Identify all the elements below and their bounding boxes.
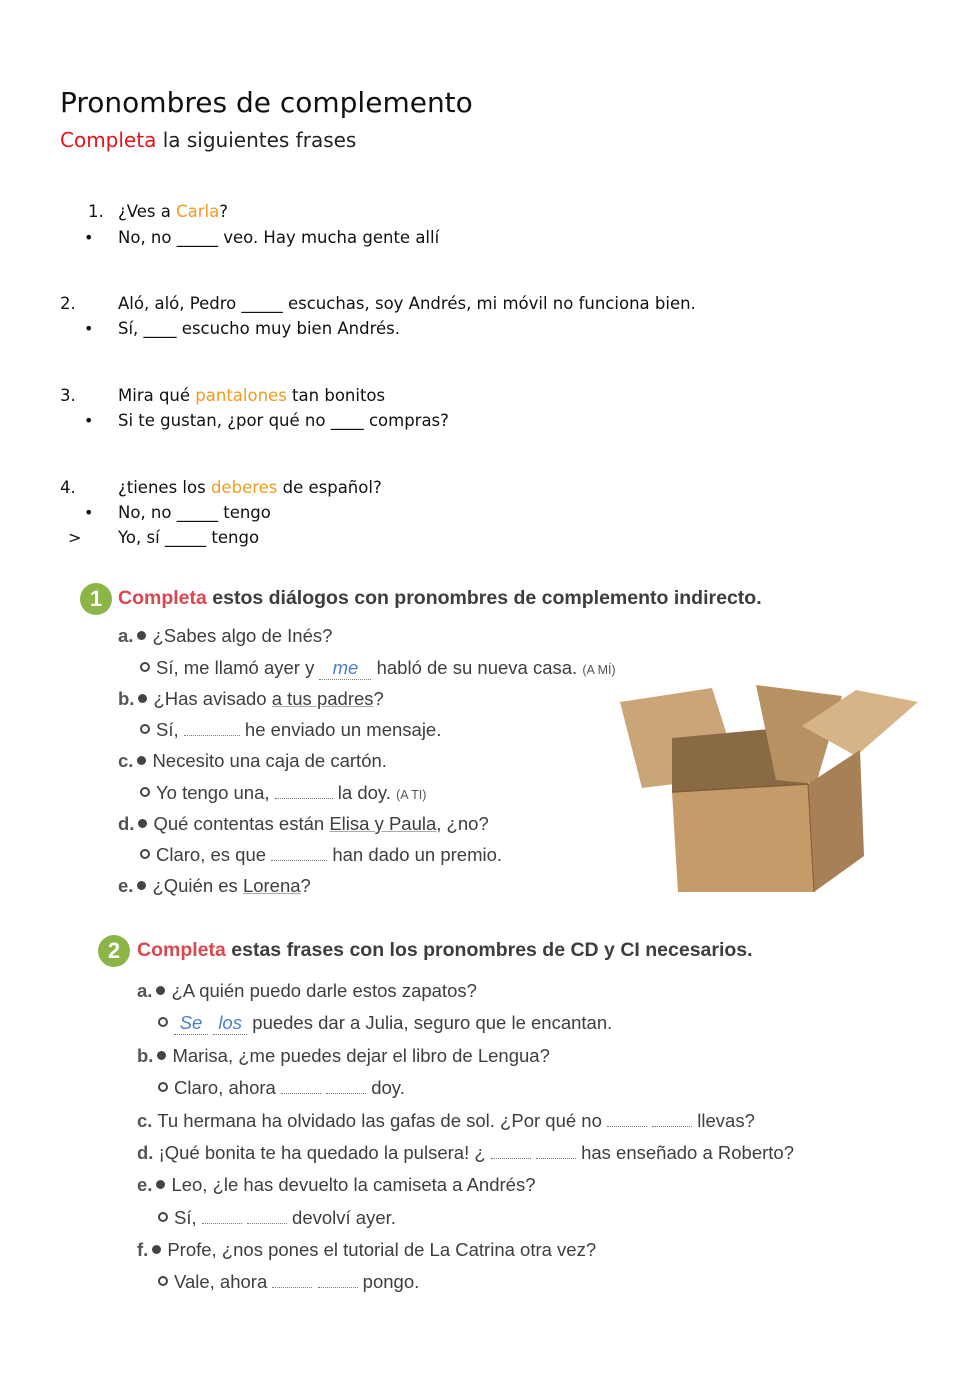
answer-4b: Yo, sí _____ tengo [118, 528, 260, 547]
question-3-highlight: pantalones [195, 386, 287, 405]
bullet-marker: • [84, 503, 94, 522]
box-front-face [672, 784, 814, 892]
ex1-b-q2: ? [373, 688, 384, 709]
ex2-b-q: Marisa, ¿me puedes dejar el libro de Lengua? [172, 1045, 550, 1066]
question-number-1: 1. [88, 202, 104, 221]
ex2-f-q: Profe, ¿nos pones el tutorial de La Catrina otra vez? [167, 1239, 597, 1260]
ex1-b-underlined: a tus padres [271, 688, 374, 709]
question-1-pre: ¿Ves a [118, 202, 177, 221]
ex1-e-underlined: Lorena [242, 875, 301, 896]
speaker-dot-icon [137, 756, 146, 765]
subtitle-rest: la siguientes frases [156, 128, 357, 152]
question-4-pre: ¿tienes los [118, 478, 211, 497]
ex2-e-r1: Sí, [174, 1207, 197, 1228]
cardboard-box-image [620, 680, 920, 900]
speaker-ring-icon [140, 787, 150, 797]
ex2-e-r2: devolví ayer. [292, 1207, 396, 1228]
ex2-label-a: a. [137, 980, 153, 1001]
speaker-dot-icon [157, 1051, 166, 1060]
ex1-label-d: d. [118, 813, 135, 834]
speaker-dot-icon [138, 819, 147, 828]
bullet-marker: • [84, 228, 94, 247]
page-title: Pronombres de complemento [60, 86, 473, 119]
ex1-a-tag: (A MÍ) [582, 663, 616, 677]
ex2-item-d [137, 1142, 794, 1164]
ex1-b-r1: Sí, [156, 719, 179, 740]
ex2-label-e: e. [137, 1174, 153, 1195]
exercise-1-heading [118, 587, 762, 610]
speaker-dot-icon [156, 1180, 165, 1189]
answer-blank[interactable] [271, 846, 327, 861]
answer-2a: Sí, ____ escucho muy bien Andrés. [118, 319, 401, 338]
exercise-1-lead: Completa [118, 587, 207, 609]
speaker-ring-icon [140, 849, 150, 859]
question-3-post: tan bonitos [286, 386, 386, 405]
question-3-text [118, 386, 385, 405]
speaker-ring-icon [158, 1082, 168, 1092]
ex1-e-q2: ? [300, 875, 311, 896]
ex1-item-a-reply [140, 657, 616, 680]
ex2-item-b-reply [158, 1077, 405, 1099]
ex1-a-r2: habló de su nueva casa. [376, 657, 578, 678]
question-1-highlight: Carla [176, 202, 220, 221]
answer-blank[interactable] [247, 1209, 287, 1224]
ex1-item-b-question [118, 688, 384, 710]
speaker-dot-icon [156, 986, 165, 995]
ex1-c-q: Necesito una caja de cartón. [152, 750, 387, 771]
page-subtitle [60, 128, 356, 152]
ex1-label-c: c. [118, 750, 134, 771]
ex1-c-r2: la doy. [337, 782, 391, 803]
question-1-post: ? [219, 202, 229, 221]
answer-blank[interactable] [652, 1112, 692, 1127]
ex2-item-c [137, 1110, 755, 1132]
speaker-dot-icon [138, 694, 147, 703]
ex1-label-e: e. [118, 875, 134, 896]
question-3-pre: Mira qué [118, 386, 196, 405]
ex2-label-d: d. [137, 1142, 154, 1163]
ex2-a-answer-2: los [213, 1012, 247, 1035]
answer-blank[interactable] [607, 1112, 647, 1127]
ex1-label-b: b. [118, 688, 135, 709]
ex1-label-a: a. [118, 625, 134, 646]
ex2-label-b: b. [137, 1045, 154, 1066]
answer-blank[interactable] [326, 1079, 366, 1094]
answer-blank[interactable] [272, 1273, 312, 1288]
ex2-b-r1: Claro, ahora [174, 1077, 276, 1098]
ex2-b-r2: doy. [371, 1077, 405, 1098]
ex2-d-t2: has enseñado a Roberto? [581, 1142, 794, 1163]
ex1-d-r2: han dado un premio. [332, 844, 503, 865]
ex2-a-q: ¿A quién puedo darle estos zapatos? [171, 980, 477, 1001]
question-4-text [118, 478, 382, 497]
ex1-item-a-question [118, 625, 332, 647]
ex2-item-f-reply [158, 1271, 419, 1293]
exercise-1-rest: estos diálogos con pronombres de complemento indirecto. [206, 587, 762, 609]
question-4-post: de español? [277, 478, 382, 497]
ex2-item-a-question [137, 980, 477, 1002]
ex1-item-c-question [118, 750, 387, 772]
ex1-e-q1: ¿Quién es [152, 875, 243, 896]
ex1-c-tag: (A TI) [396, 788, 427, 802]
ex1-a-q: ¿Sabes algo de Inés? [152, 625, 333, 646]
ex2-item-b-question [137, 1045, 550, 1067]
question-number-4: 4. [60, 478, 76, 497]
speaker-ring-icon [158, 1276, 168, 1286]
question-4-highlight: deberes [210, 478, 278, 497]
subtitle-highlight: Completa [60, 128, 157, 152]
speaker-ring-icon [158, 1212, 168, 1222]
ex1-b-q1: ¿Has avisado [153, 688, 272, 709]
speaker-dot-icon [137, 631, 146, 640]
arrow-marker: > [68, 528, 82, 547]
exercise-1-number-badge: 1 [80, 583, 112, 615]
ex2-a-answer-1: Se [174, 1012, 208, 1035]
exercise-2-lead: Completa [137, 939, 226, 961]
ex1-d-r1: Claro, es que [156, 844, 267, 865]
speaker-dot-icon [137, 881, 146, 890]
ex1-item-c-reply [140, 782, 426, 804]
question-number-3: 3. [60, 386, 76, 405]
question-2-text: Aló, aló, Pedro _____ escuchas, soy Andrés, mi móvil no funciona bien. [118, 294, 696, 313]
ex1-d-q2: , ¿no? [436, 813, 489, 834]
question-number-2: 2. [60, 294, 76, 313]
ex1-item-d-reply [140, 844, 502, 866]
ex2-e-q: Leo, ¿le has devuelto la camiseta a Andrés? [171, 1174, 536, 1195]
ex1-item-b-reply [140, 719, 441, 741]
ex1-d-underlined: Elisa y Paula [329, 813, 437, 834]
ex1-c-r1: Yo tengo una, [156, 782, 270, 803]
speaker-ring-icon [140, 662, 150, 672]
answer-blank[interactable] [491, 1144, 531, 1159]
exercise-2-number-badge: 2 [98, 935, 130, 967]
speaker-ring-icon [158, 1017, 168, 1027]
ex2-item-f-question [137, 1239, 596, 1261]
ex1-item-e-question [118, 875, 311, 897]
question-1-text [118, 202, 228, 221]
ex2-c-t2: llevas? [697, 1110, 755, 1131]
answer-blank[interactable] [318, 1273, 358, 1288]
ex2-a-r: puedes dar a Julia, seguro que le encantan. [252, 1012, 613, 1033]
answer-3a: Si te gustan, ¿por qué no ____ compras? [118, 411, 449, 430]
answer-blank[interactable] [536, 1144, 576, 1159]
speaker-dot-icon [152, 1245, 161, 1254]
exercise-2-heading [137, 939, 753, 962]
answer-4a: No, no _____ tengo [118, 503, 271, 522]
answer-blank[interactable] [275, 784, 333, 799]
answer-1a: No, no _____ veo. Hay mucha gente allí [118, 228, 440, 247]
ex2-item-e-question [137, 1174, 536, 1196]
answer-blank[interactable] [281, 1079, 321, 1094]
ex2-c-t1: Tu hermana ha olvidado las gafas de sol. ¿Por qué no [157, 1110, 602, 1131]
ex1-item-d-question [118, 813, 489, 835]
answer-blank[interactable] [184, 721, 240, 736]
ex2-label-c: c. [137, 1110, 153, 1131]
ex2-item-e-reply [158, 1207, 396, 1229]
ex2-d-t1: ¡Qué bonita te ha quedado la pulsera! ¿ [158, 1142, 486, 1163]
answer-blank[interactable] [202, 1209, 242, 1224]
bullet-marker: • [84, 319, 94, 338]
ex1-d-q1: Qué contentas están [153, 813, 330, 834]
ex2-f-r2: pongo. [362, 1271, 420, 1292]
exercise-2-rest: estas frases con los pronombres de CD y CI necesarios. [225, 939, 753, 961]
speaker-ring-icon [140, 724, 150, 734]
ex2-label-f: f. [137, 1239, 149, 1260]
ex1-a-r1: Sí, me llamó ayer y [156, 657, 315, 678]
ex1-b-r2: he enviado un mensaje. [244, 719, 442, 740]
ex1-a-answer: me [319, 657, 371, 680]
ex2-item-a-reply [158, 1012, 612, 1035]
ex2-f-r1: Vale, ahora [174, 1271, 268, 1292]
bullet-marker: • [84, 411, 94, 430]
